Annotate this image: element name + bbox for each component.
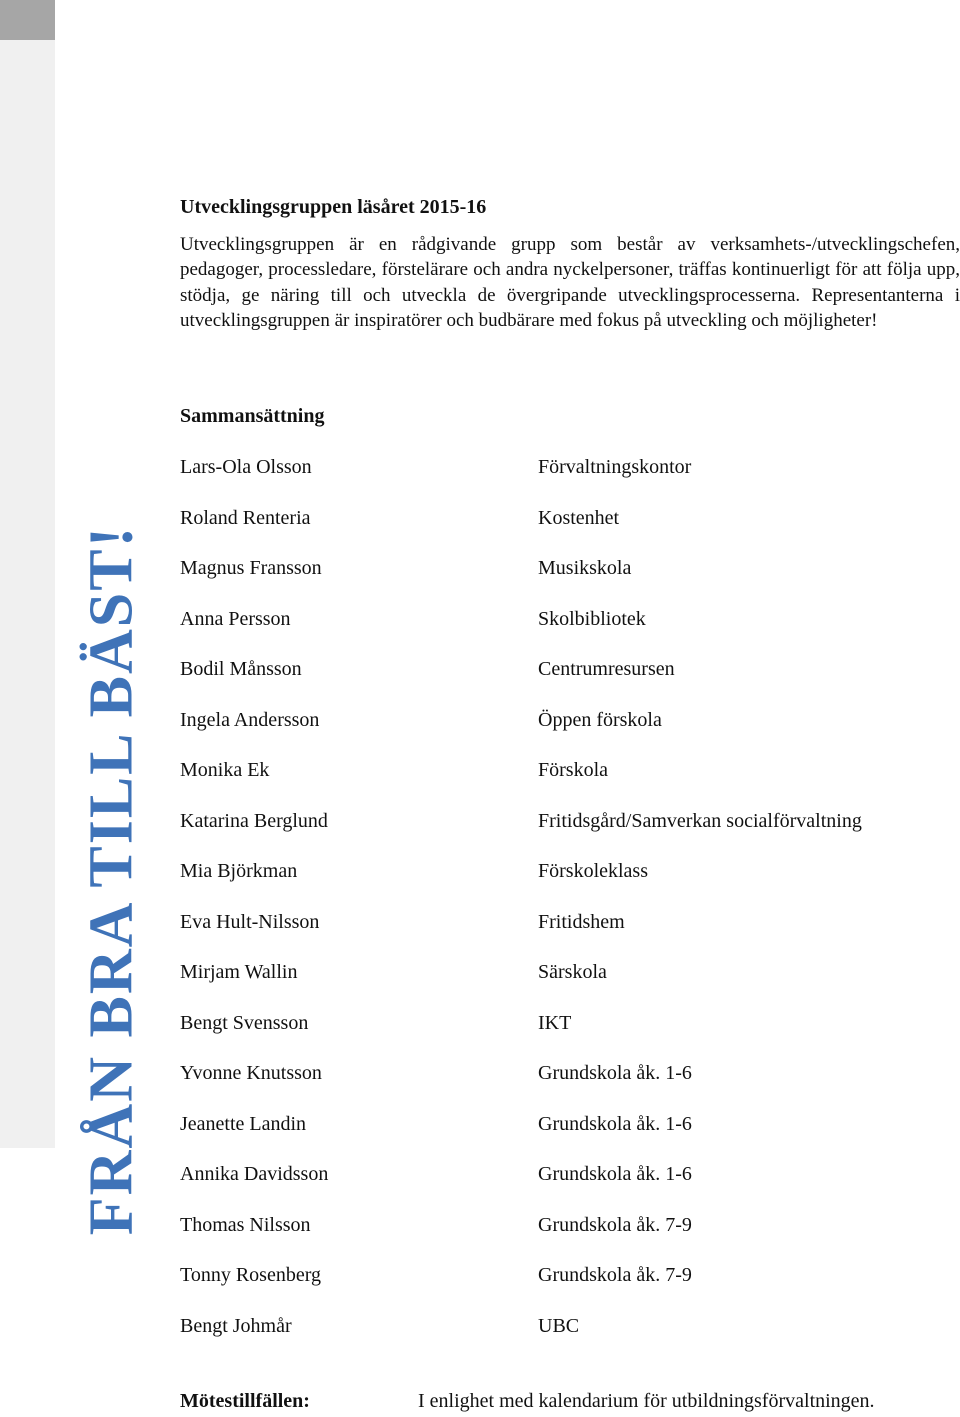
member-row bbox=[180, 657, 960, 708]
member-name: Magnus Fransson bbox=[180, 557, 322, 579]
member-name: Eva Hult-Nilsson bbox=[180, 910, 320, 933]
member-name: Bodil Månsson bbox=[180, 658, 302, 680]
member-unit: UBC bbox=[538, 1314, 580, 1337]
member-row bbox=[180, 809, 960, 860]
member-unit: Förvaltningskontor bbox=[538, 456, 692, 478]
member-name: Bengt Svensson bbox=[180, 1011, 309, 1034]
member-name: Mia Björkman bbox=[180, 860, 298, 882]
member-row bbox=[180, 556, 960, 607]
member-unit: Förskola bbox=[538, 759, 608, 781]
member-name: Anna Persson bbox=[180, 607, 291, 630]
side-bar bbox=[0, 0, 55, 1148]
member-name: Jeanette Landin bbox=[180, 1112, 307, 1135]
member-unit: Fritidshem bbox=[538, 910, 625, 933]
member-name: Roland Renteria bbox=[180, 506, 311, 529]
member-unit: IKT bbox=[538, 1011, 572, 1034]
member-name: Mirjam Wallin bbox=[180, 961, 298, 983]
member-row bbox=[180, 859, 960, 910]
composition-heading: Sammansättning bbox=[180, 405, 325, 427]
member-row bbox=[180, 1314, 960, 1365]
member-row bbox=[180, 708, 960, 759]
member-unit: Kostenhet bbox=[538, 506, 620, 529]
member-unit: Förskoleklass bbox=[538, 860, 648, 882]
member-name: Monika Ek bbox=[180, 759, 270, 781]
member-unit: Fritidsgård/Samverkan socialförvaltning bbox=[538, 809, 862, 832]
member-unit: Grundskola åk. 1-6 bbox=[538, 1112, 692, 1135]
member-unit: Grundskola åk. 1-6 bbox=[538, 1062, 692, 1084]
member-row bbox=[180, 1112, 960, 1163]
member-unit: Skolbibliotek bbox=[538, 607, 646, 630]
meetings-label: Mötestillfällen: bbox=[180, 1390, 310, 1412]
member-name: Bengt Johmår bbox=[180, 1314, 292, 1337]
page-heading: Utvecklingsgruppen läsåret 2015-16 bbox=[180, 196, 487, 218]
member-row bbox=[180, 1263, 960, 1314]
corner-block bbox=[0, 0, 55, 40]
side-slogan: FRÅN BRA TILL BÄST! bbox=[77, 524, 146, 1236]
intro-paragraph: Utvecklingsgruppen är en rådgivande grupp som består av verksamhets-/utvecklingschefen, pedagoger, processledare, förstelärare och andra nyckelpersoner, träffas kontinuerligt för att följa upp, stödja, ge näring till och utveckla de övergripande utvecklingsprocesserna. Representanterna i utvecklingsgruppen är inspiratörer och budbärare med fokus på utveckling och möjligheter! bbox=[180, 234, 960, 331]
member-name: Yvonne Knutsson bbox=[180, 1062, 322, 1084]
member-name: Ingela Andersson bbox=[180, 708, 320, 731]
member-name: Lars-Ola Olsson bbox=[180, 456, 312, 478]
member-name: Katarina Berglund bbox=[180, 809, 328, 832]
member-unit: Grundskola åk. 1-6 bbox=[538, 1163, 692, 1185]
member-unit: Öppen förskola bbox=[538, 708, 662, 731]
member-row bbox=[180, 960, 960, 1011]
member-name: Thomas Nilsson bbox=[180, 1213, 311, 1236]
member-unit: Särskola bbox=[538, 961, 607, 983]
member-name: Annika Davidsson bbox=[180, 1163, 329, 1185]
member-unit: Musikskola bbox=[538, 557, 632, 579]
member-row bbox=[180, 1061, 960, 1112]
member-row bbox=[180, 1213, 960, 1264]
member-list bbox=[180, 455, 960, 1364]
member-name: Tonny Rosenberg bbox=[180, 1264, 321, 1286]
member-unit: Grundskola åk. 7-9 bbox=[538, 1264, 692, 1286]
member-row bbox=[180, 455, 960, 506]
member-unit: Centrumresursen bbox=[538, 658, 675, 680]
member-row bbox=[180, 910, 960, 961]
member-row bbox=[180, 607, 960, 658]
member-row bbox=[180, 758, 960, 809]
member-row bbox=[180, 1162, 960, 1213]
member-unit: Grundskola åk. 7-9 bbox=[538, 1213, 692, 1236]
meetings-text: I enlighet med kalendarium för utbildningsförvaltningen. bbox=[418, 1390, 875, 1412]
member-row bbox=[180, 506, 960, 557]
member-row bbox=[180, 1011, 960, 1062]
